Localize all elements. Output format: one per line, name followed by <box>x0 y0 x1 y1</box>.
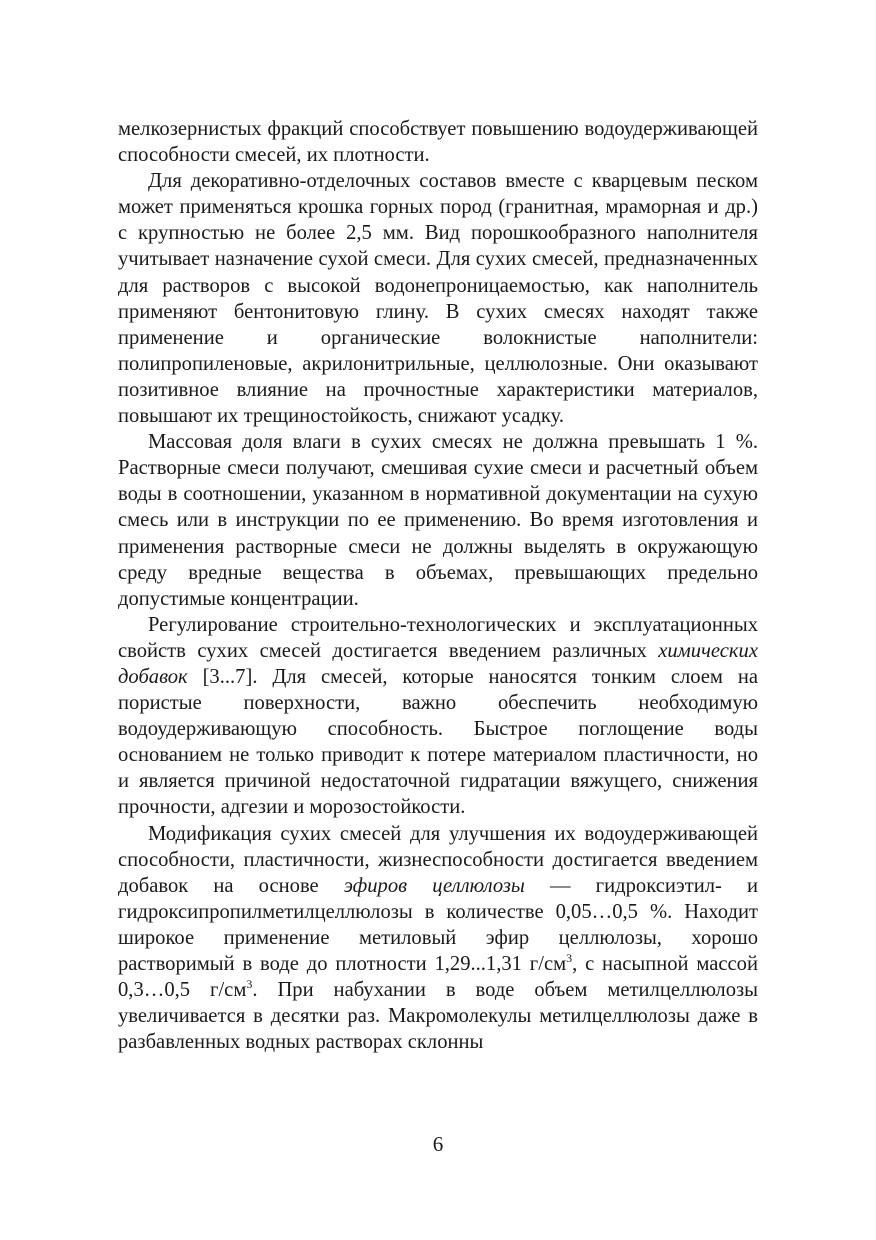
superscript: 3 <box>566 951 573 965</box>
text-run: Массовая доля влаги в сухих смесях не должна превышать 1 %. Растворные смеси получают, смешивая сухие смеси и расчетный объем воды в соотношении, указанном в нормативной документации на сухую смесь или в инструкции по ее применению. Во время изготовления и применения растворные смеси не должны выделять в окружающую среду вредные вещества в объемах, превышающих предельно допустимые концентрации. <box>118 431 758 610</box>
text-run: Для декоративно-отделочных составов вместе с кварцевым песком может применяться крошка горных пород (гранитная, мраморная и др.) с крупностью не более 2,5 мм. Вид порошкообразного наполнителя учитывает назначение сухой смеси. Для сухих смесей, предназначенных для растворов с высокой водонепроницаемостью, как наполнитель применяют бентонитовую глину. В сухих смесях находят также применение и органические волокнистые наполнители: полипропиленовые, акрилонитрильные, целлюлозные. Они оказывают позитивное влияние на прочностные характеристики материалов, повышают их трещиностойкость, снижают усадку. <box>118 170 758 428</box>
paragraph-4 <box>118 612 758 821</box>
italic-term: эфиров целлюлозы <box>343 874 525 897</box>
text-run: Модификация сухих смесей для улучшения их водоудерживающей способности, пластичности, жизнеспособности достигается введением добавок на основе <box>118 822 758 897</box>
paragraph-2 <box>118 168 758 429</box>
text-run: . При набухании в воде объем метилцеллюлозы увеличивается в десятки раз. Макромолекулы метилцеллюлозы даже в разбавленных водных растворах склонны <box>118 979 758 1054</box>
paragraph-5 <box>118 821 758 1056</box>
text-run: мелкозернистых фракций способствует повышению водоудерживающей способности смесей, их плотности. <box>118 118 758 167</box>
text-run: , с насыпной массой 0,3…0,5 г/см <box>118 953 758 1002</box>
text-run: Регулирование строительно-технологических и эксплуатационных свойств сухих смесей достигается введением различных <box>118 613 758 662</box>
text-run: [3...7]. Для смесей, которые наносятся тонким слоем на пористые поверхности, важно обеспечить необходимую водоудерживающую способность. Быстрое поглощение воды основанием не только приводит к потере материалом пластичности, но и является причиной недостаточной гидратации вяжущего, снижения прочности, адгезии и морозостойкости. <box>118 665 758 819</box>
paragraph-3 <box>118 429 758 612</box>
page-number: 6 <box>432 1132 444 1156</box>
page-body <box>118 116 758 1055</box>
superscript: 3 <box>246 977 253 992</box>
text-run: — гидроксиэтил- и гидроксипропилметилцеллюлозы в количестве 0,05…0,5 %. Находит широкое применение метиловый эфир целлюлозы, хорошо растворимый в воде до плотности 1,29...1,31 г/см <box>118 874 758 975</box>
paragraph-1 <box>118 116 758 168</box>
italic-term: химических добавок <box>118 639 758 688</box>
